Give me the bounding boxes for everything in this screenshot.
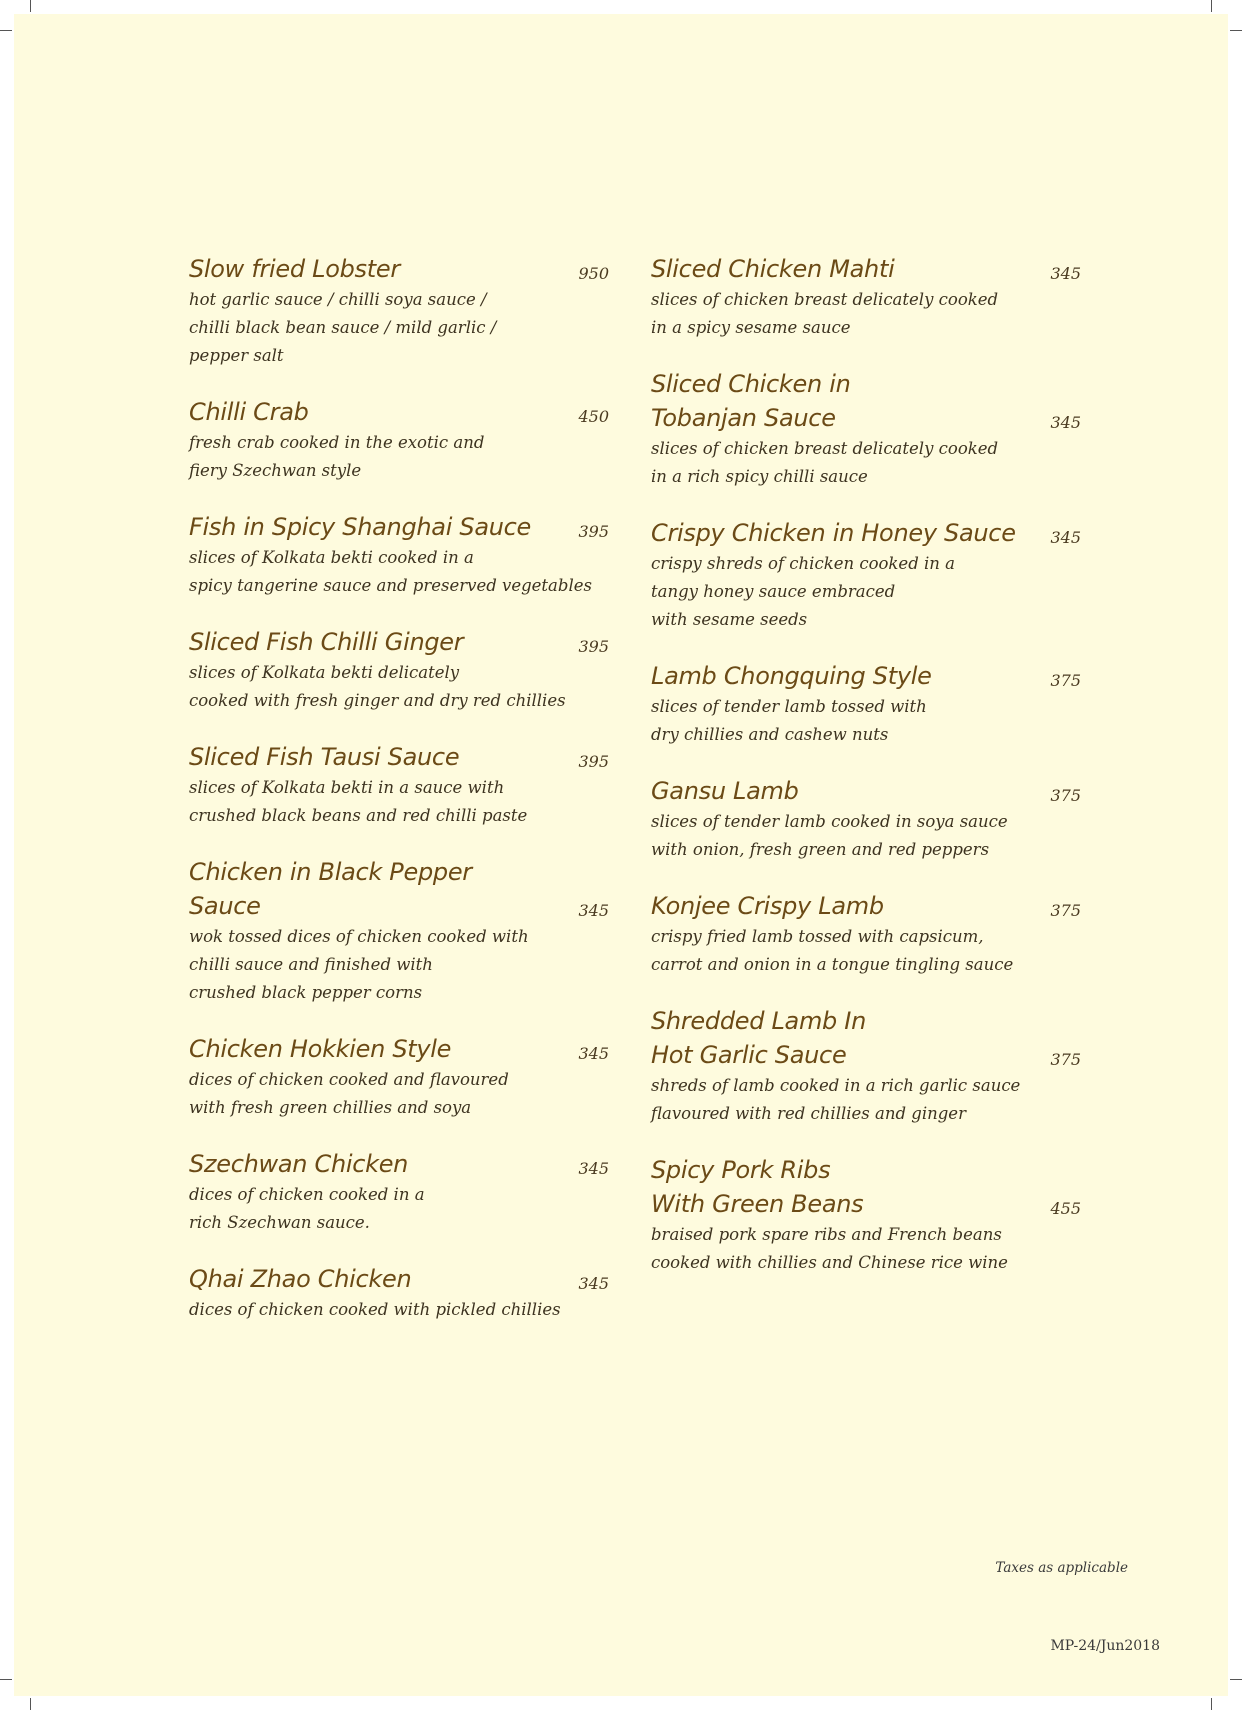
crop-mark-bottom-left [30, 1698, 31, 1710]
menu-item-header [651, 774, 1081, 808]
dish-description: slices of Kolkata bekti in a sauce with crushed black beans and red chilli paste [189, 778, 528, 825]
dish-price: 345 [578, 1044, 609, 1063]
menu-item [189, 252, 609, 370]
menu-item-header [189, 740, 609, 774]
dish-description: crispy shreds of chicken cooked in a tangy honey sauce embraced with sesame seeds [651, 554, 955, 629]
menu-item-header [651, 659, 1081, 693]
dish-price: 375 [1050, 786, 1081, 805]
menu-item-header [651, 367, 1081, 435]
menu-item [651, 516, 1081, 634]
dish-name: Crispy Chicken in Honey Sauce [651, 519, 1016, 547]
dish-description: fresh crab cooked in the exotic and fiery Szechwan style [189, 433, 485, 480]
dish-description: slices of Kolkata bekti delicately cooked with fresh ginger and dry red chillies [189, 663, 566, 710]
dish-name: Shredded Lamb In Hot Garlic Sauce [651, 1007, 866, 1069]
crop-mark-top-right [1211, 0, 1212, 12]
menu-column-left [189, 252, 609, 1349]
dish-description: braised pork spare ribs and French beans cooked with chillies and Chinese rice wine [651, 1225, 1008, 1272]
crop-mark-left-top [0, 30, 12, 31]
dish-price: 395 [578, 522, 609, 541]
dish-name: Lamb Chongquing Style [651, 662, 932, 690]
dish-price: 345 [578, 901, 609, 920]
dish-description: slices of chicken breast delicately cooked in a spicy sesame sauce [651, 290, 999, 337]
menu-item [189, 625, 609, 715]
dish-price: 455 [1050, 1199, 1081, 1218]
dish-name: Gansu Lamb [651, 777, 799, 805]
menu-item [651, 1004, 1081, 1128]
menu-item-header [189, 1147, 609, 1181]
menu-item-header [651, 889, 1081, 923]
menu-item [651, 659, 1081, 749]
dish-description: slices of tender lamb tossed with dry chillies and cashew nuts [651, 697, 927, 744]
dish-description: shreds of lamb cooked in a rich garlic sauce flavoured with red chillies and ginger [651, 1076, 1021, 1123]
dish-name: Sliced Chicken in Tobanjan Sauce [651, 370, 851, 432]
dish-price: 345 [1050, 413, 1081, 432]
menu-item [189, 1262, 609, 1324]
dish-price: 375 [1050, 671, 1081, 690]
menu-item-header [651, 516, 1081, 550]
menu-item [189, 510, 609, 600]
menu-column-right [651, 252, 1081, 1302]
menu-item-header [189, 1262, 609, 1296]
menu-item-header [651, 1153, 1081, 1221]
menu-item [189, 740, 609, 830]
menu-item [189, 395, 609, 485]
crop-mark-top-left [30, 0, 31, 12]
menu-item [189, 1147, 609, 1237]
menu-item-header [189, 252, 609, 286]
menu-item [189, 855, 609, 1007]
dish-description: dices of chicken cooked and flavoured with fresh green chillies and soya [189, 1070, 509, 1117]
dish-name: Konjee Crispy Lamb [651, 892, 884, 920]
dish-price: 395 [578, 752, 609, 771]
dish-price: 450 [578, 407, 609, 426]
menu-item [651, 889, 1081, 979]
crop-mark-right-top [1230, 30, 1242, 31]
dish-price: 375 [1050, 901, 1081, 920]
menu-item [651, 774, 1081, 864]
dish-description: dices of chicken cooked with pickled chillies [189, 1300, 561, 1319]
dish-description: wok tossed dices of chicken cooked with chilli sauce and finished with crushed black pepper corns [189, 927, 529, 1002]
dish-description: slices of Kolkata bekti cooked in a spicy tangerine sauce and preserved vegetables [189, 548, 592, 595]
dish-name: Chicken in Black Pepper Sauce [189, 858, 472, 920]
dish-price: 395 [578, 637, 609, 656]
menu-item-header [651, 252, 1081, 286]
dish-description: crispy fried lamb tossed with capsicum, carrot and onion in a tongue tingling sauce [651, 927, 1014, 974]
menu-item-header [189, 855, 609, 923]
crop-mark-bottom-right [1211, 1698, 1212, 1710]
menu-item-header [189, 1032, 609, 1066]
dish-price: 345 [578, 1159, 609, 1178]
dish-name: Spicy Pork Ribs With Green Beans [651, 1156, 864, 1218]
menu-item-header [651, 1004, 1081, 1072]
crop-mark-left-bottom [0, 1679, 12, 1680]
menu-item-header [189, 625, 609, 659]
menu-item [651, 252, 1081, 342]
dish-price: 345 [1050, 528, 1081, 547]
dish-description: slices of chicken breast delicately cooked in a rich spicy chilli sauce [651, 439, 999, 486]
crop-mark-right-bottom [1230, 1679, 1242, 1680]
dish-name: Qhai Zhao Chicken [189, 1265, 412, 1293]
dish-description: dices of chicken cooked in a rich Szechwan sauce. [189, 1185, 425, 1232]
dish-name: Sliced Fish Chilli Ginger [189, 628, 464, 656]
dish-name: Sliced Fish Tausi Sauce [189, 743, 460, 771]
dish-price: 345 [1050, 264, 1081, 283]
dish-price: 345 [578, 1274, 609, 1293]
menu-item-header [189, 510, 609, 544]
menu-item [651, 367, 1081, 491]
menu-item-header [189, 395, 609, 429]
dish-name: Szechwan Chicken [189, 1150, 409, 1178]
menu-item [651, 1153, 1081, 1277]
dish-price: 950 [578, 264, 609, 283]
taxes-note: Taxes as applicable [995, 1560, 1128, 1576]
dish-name: Fish in Spicy Shanghai Sauce [189, 513, 532, 541]
menu-item [189, 1032, 609, 1122]
dish-name: Chilli Crab [189, 398, 309, 426]
dish-description: hot garlic sauce / chilli soya sauce / chilli black bean sauce / mild garlic / pepper salt [189, 290, 497, 365]
dish-name: Slow fried Lobster [189, 255, 400, 283]
dish-name: Sliced Chicken Mahti [651, 255, 895, 283]
dish-name: Chicken Hokkien Style [189, 1035, 452, 1063]
dish-price: 375 [1050, 1050, 1081, 1069]
menu-code: MP-24/Jun2018 [1050, 1638, 1160, 1654]
dish-description: slices of tender lamb cooked in soya sauce with onion, fresh green and red peppers [651, 812, 1008, 859]
